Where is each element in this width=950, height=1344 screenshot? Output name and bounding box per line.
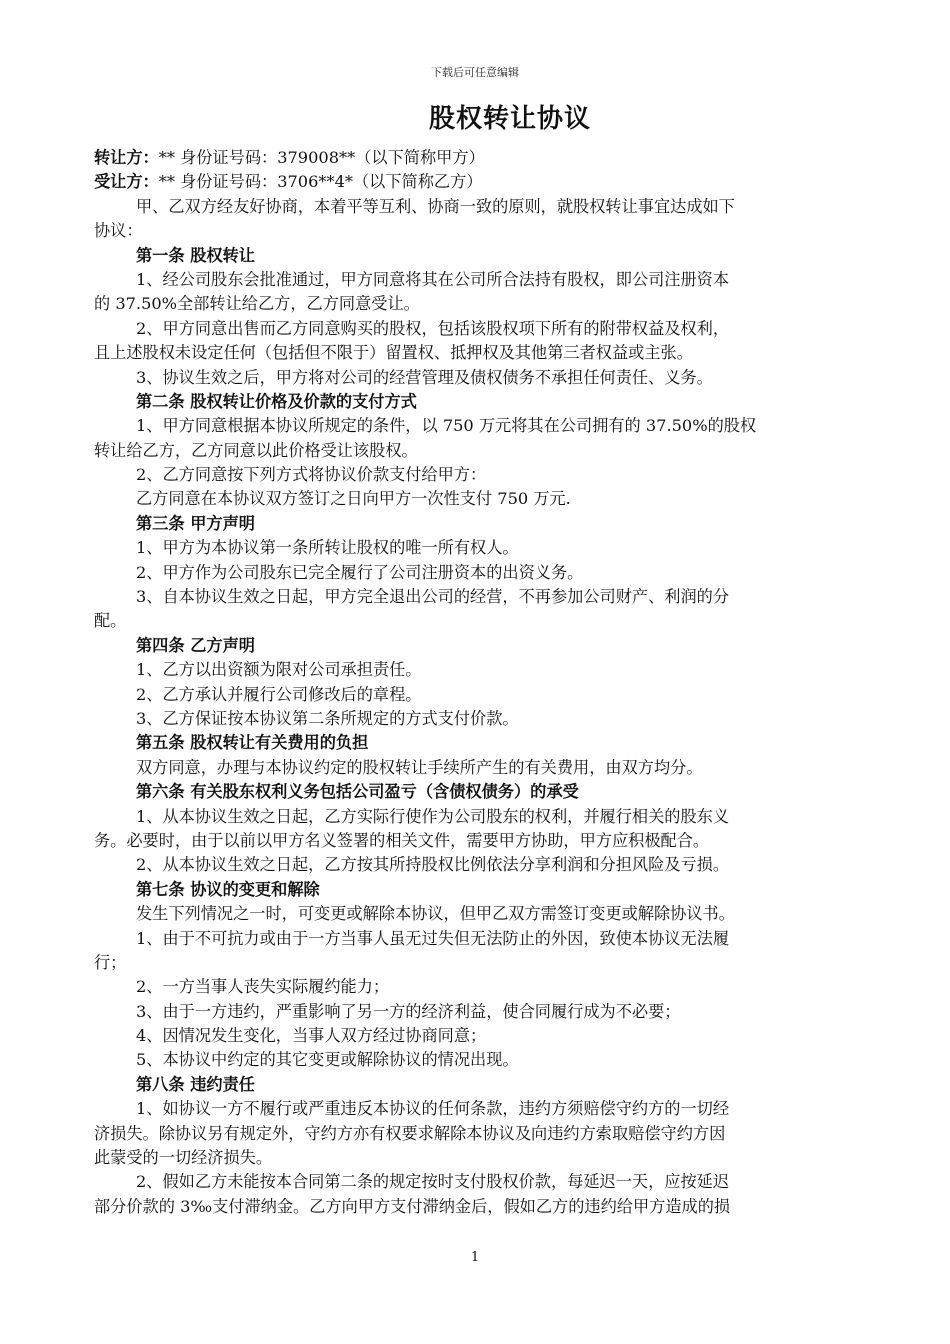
paragraph-line: 乙方同意在本协议双方签订之日向甲方一次性支付 750 万元. <box>136 489 571 509</box>
paragraph-line: 配。 <box>94 611 127 631</box>
article-heading: 第三条 甲方声明 <box>136 513 255 533</box>
paragraph-line: 且上述股权未设定任何（包括但不限于）留置权、抵押权及其他第三者权益或主张。 <box>94 343 693 363</box>
article-heading: 第七条 协议的变更和解除 <box>136 879 320 899</box>
paragraph-line: 的 37.50%全部转让给乙方，乙方同意受让。 <box>94 294 420 314</box>
article-heading: 第五条 股权转让有关费用的负担 <box>136 733 369 753</box>
agreement-text <box>94 195 856 1219</box>
paragraph-line: 协议： <box>94 221 143 241</box>
paragraph-line: 济损失。除协议另有规定外，守约方亦有权要求解除本协议及向违约方索取赔偿守约方因 <box>94 1123 726 1143</box>
article-heading: 第八条 违约责任 <box>136 1074 255 1094</box>
page-number: 1 <box>470 1250 480 1265</box>
transferor-line <box>94 146 856 170</box>
transferee-label: 受让方： <box>94 172 159 192</box>
transferee-line <box>94 170 856 194</box>
paragraph-line: 1、甲方为本协议第一条所转让股权的唯一所有权人。 <box>136 538 519 558</box>
paragraph-line: 3、自本协议生效之日起，甲方完全退出公司的经营，不再参加公司财产、利润的分 <box>136 587 730 607</box>
paragraph-line: 2、从本协议生效之日起，乙方按其所持股权比例依法分享利润和分担风险及亏损。 <box>136 855 730 875</box>
document-body <box>94 146 856 1219</box>
paragraph-line: 3、乙方保证按本协议第二条所规定的方式支付价款。 <box>136 708 519 728</box>
document-title: 股权转让协议 <box>428 104 591 134</box>
paragraph-line: 3、协议生效之后，甲方将对公司的经营管理及债权债务不承担任何责任、义务。 <box>136 367 713 387</box>
transferor-text: ** 身份证号码：379008**（以下简称甲方） <box>158 148 485 167</box>
transferee-text: ** 身份证号码：3706**4*（以下简称乙方） <box>158 172 483 192</box>
paragraph-line: 1、甲方同意根据本协议所规定的条件，以 750 万元将其在公司拥有的 37.50%的股权 <box>136 416 757 436</box>
paragraph-line: 5、本协议中约定的其它变更或解除协议的情况出现。 <box>136 1050 519 1070</box>
article-heading: 第一条 股权转让 <box>136 245 255 265</box>
paragraph-line: 1、乙方以出资额为限对公司承担责任。 <box>136 660 422 680</box>
paragraph-line: 2、甲方作为公司股东已完全履行了公司注册资本的出资义务。 <box>136 562 584 582</box>
paragraph-line: 1、从本协议生效之日起，乙方实际行使作为公司股东的权利，并履行相关的股东义 <box>136 806 730 826</box>
paragraph-line: 甲、乙双方经友好协商，本着平等互利、协商一致的原则，就股权转让事宜达成如下 <box>136 196 735 216</box>
paragraph-line: 务。必要时，由于以前以甲方名义签署的相关文件，需要甲方协助，甲方应积极配合。 <box>94 830 710 850</box>
paragraph-line: 4、因情况发生变化，当事人双方经过协商同意； <box>136 1026 487 1046</box>
article-heading: 第六条 有关股东权利义务包括公司盈亏（含债权债务）的承受 <box>136 782 579 802</box>
paragraph-line: 发生下列情况之一时，可变更或解除本协议，但甲乙双方需签订变更或解除协议书。 <box>136 904 735 924</box>
article-heading: 第四条 乙方声明 <box>136 635 255 655</box>
paragraph-line: 双方同意，办理与本协议约定的股权转让手续所产生的有关费用，由双方均分。 <box>136 757 703 777</box>
paragraph-line: 2、假如乙方未能按本合同第二条的规定按时支付股权价款，每延迟一天，应按延迟 <box>136 1172 730 1192</box>
paragraph-line: 行； <box>94 952 127 972</box>
paragraph-line: 此蒙受的一切经济损失。 <box>94 1148 273 1168</box>
paragraph-line: 部分价款的 3‰支付滞纳金。乙方向甲方支付滞纳金后，假如乙方的违约给甲方造成的损 <box>94 1196 731 1216</box>
header-note: 下载后可任意编辑 <box>431 66 519 79</box>
paragraph-line: 2、甲方同意出售而乙方同意购买的股权，包括该股权项下所有的附带权益及权利， <box>136 318 730 338</box>
paragraph-line: 2、一方当事人丧失实际履约能力； <box>136 977 390 997</box>
paragraph-line: 1、如协议一方不履行或严重违反本协议的任何条款，违约方须赔偿守约方的一切经 <box>136 1099 730 1119</box>
paragraph-line: 1、经公司股东会批准通过，甲方同意将其在公司所合法持有股权，即公司注册资本 <box>136 269 730 289</box>
paragraph-line: 转让给乙方，乙方同意以此价格受让该股权。 <box>94 440 418 460</box>
paragraph-line: 2、乙方同意按下列方式将协议价款支付给甲方： <box>136 465 487 485</box>
paragraph-line: 2、乙方承认并履行公司修改后的章程。 <box>136 684 422 704</box>
paragraph-line: 3、由于一方违约，严重影响了另一方的经济利益，使合同履行成为不必要； <box>136 1001 681 1021</box>
transferor-label: 转让方： <box>94 148 159 167</box>
paragraph-line: 1、由于不可抗力或由于一方当事人虽无过失但无法防止的外因，致使本协议无法履 <box>136 928 730 948</box>
article-heading: 第二条 股权转让价格及价款的支付方式 <box>136 391 417 411</box>
